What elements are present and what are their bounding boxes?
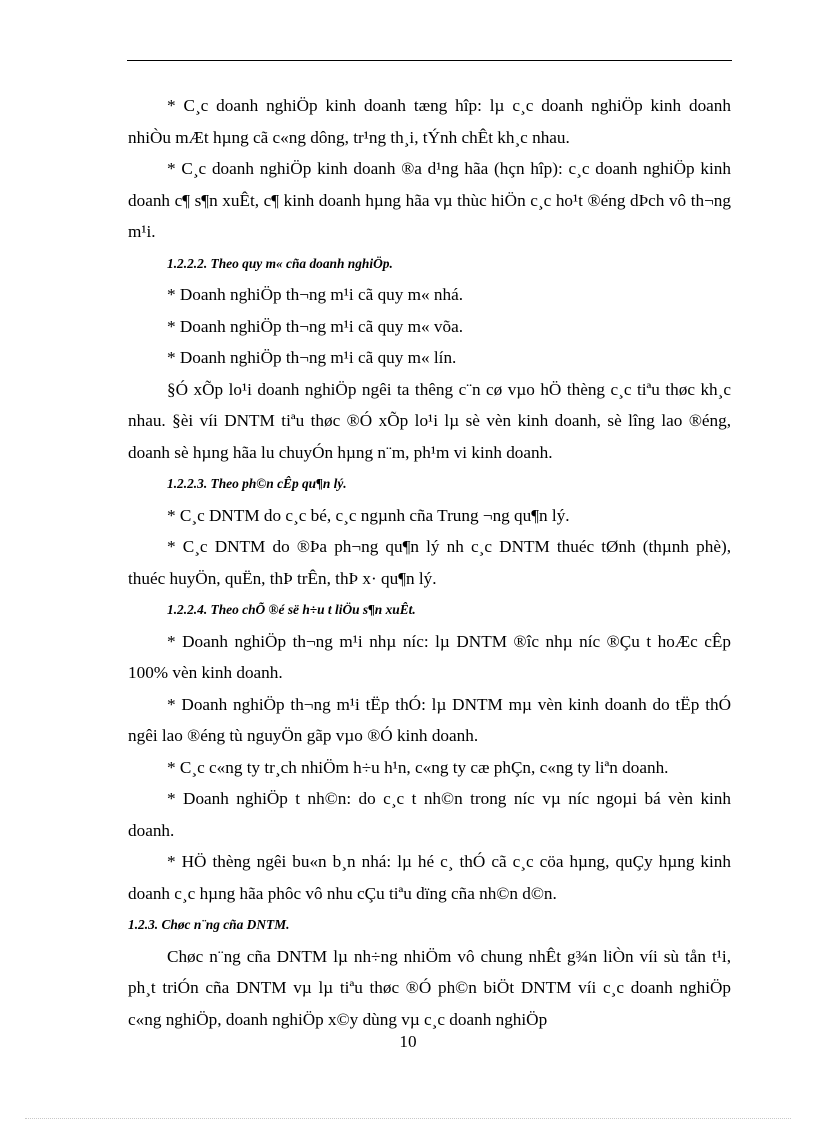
paragraph: * HÖ thèng ngêi bu«n b¸n nhá: lµ hé c¸ thÓ cã c¸c cöa hµng, quÇy hµng kinh doanh c¸c hµng hãa phôc vô nhu cÇu tiªu dïng cña nh©n d©n. bbox=[128, 852, 731, 903]
paragraph: * C¸c DNTM do ®Þa ph¬ng qu¶n lý nh c¸c DNTM thuéc tØnh (thµnh phè), thuéc huyÖn, quËn, thÞ trÊn, thÞ x· qu¶n lý. bbox=[128, 537, 731, 588]
paragraph: * C¸c doanh nghiÖp kinh doanh ®a d¹ng hãa (hçn hîp): c¸c doanh nghiÖp kinh doanh c¶ s¶n xuÊt, c¶ kinh doanh hµng hãa vµ thùc hiÖn c¸c ho¹t ®éng dÞch vô th¬ng m¹i. bbox=[128, 159, 731, 241]
paragraph: * Doanh nghiÖp th¬ng m¹i tËp thÓ: lµ DNTM mµ vèn kinh doanh do tËp thÓ ngêi lao ®éng tù nguyÖn gãp vµo ®Ó kinh doanh. bbox=[128, 694, 731, 745]
paragraph: * Doanh nghiÖp th¬ng m¹i cã quy m« lín. bbox=[167, 348, 457, 367]
paragraph: §Ó xÕp lo¹i doanh nghiÖp ngêi ta thêng c¨n cø vµo hÖ thèng c¸c tiªu thøc kh¸c nhau. §èi víi DNTM tiªu thøc ®Ó xÕp lo¹i lµ sè vèn kinh doanh, sè lîng lao ®éng, doanh sè hµng hãa lu chuyÓn hµng n¨m, ph¹m vi kinh doanh. bbox=[128, 379, 731, 462]
paragraph: Chøc n¨ng cña DNTM lµ nh÷ng nhiÖm vô chung nhÊt g¾n liÒn víi sù tån t¹i, ph¸t triÓn cña DNTM vµ lµ tiªu thøc ®Ó ph©n biÖt DNTM víi c¸c doanh nghiÖp c«ng nghiÖp, doanh nghiÖp x©y dùng vµ c¸c doanh nghiÖp bbox=[128, 946, 731, 1029]
paragraph: * Doanh nghiÖp t nh©n: do c¸c t nh©n trong níc vµ níc ngoµi bá vèn kinh doanh. bbox=[128, 789, 731, 840]
paragraph: * Doanh nghiÖp th¬ng m¹i cã quy m« võa. bbox=[167, 316, 464, 336]
section-heading: 1.2.2.3. Theo ph©n cÊp qu¶n lý. bbox=[167, 476, 347, 491]
section-heading: 1.2.2.4. Theo chÕ ®é së h÷u t liÖu s¶n xuÊt. bbox=[167, 602, 416, 617]
paragraph: * Doanh nghiÖp th¬ng m¹i cã quy m« nhá. bbox=[167, 285, 464, 304]
header-rule bbox=[127, 60, 732, 61]
paragraph: * C¸c doanh nghiÖp kinh doanh tæng hîp: lµ c¸c doanh nghiÖp kinh doanh nhiÒu mÆt hµng cã c«ng dông, tr¹ng th¸i, tÝnh chÊt kh¸c nhau. bbox=[128, 96, 731, 147]
section-heading: 1.2.2.2. Theo quy m« cña doanh nghiÖp. bbox=[167, 255, 393, 271]
document-body bbox=[128, 90, 731, 1035]
paragraph: * Doanh nghiÖp th¬ng m¹i nhµ níc: lµ DNTM ®îc nhµ níc ®Çu t hoÆc cÊp 100% vèn kinh doanh. bbox=[128, 631, 731, 682]
section-heading: 1.2.3. Chøc n¨ng cña DNTM. bbox=[128, 917, 290, 932]
paragraph: * C¸c DNTM do c¸c bé, c¸c ngµnh cña Trung ¬ng qu¶n lý. bbox=[167, 505, 570, 525]
paragraph: * C¸c c«ng ty tr¸ch nhiÖm h÷u h¹n, c«ng ty cæ phÇn, c«ng ty liªn doanh. bbox=[167, 757, 669, 777]
page-number: 10 bbox=[399, 1032, 417, 1051]
footer-divider bbox=[25, 1118, 791, 1119]
